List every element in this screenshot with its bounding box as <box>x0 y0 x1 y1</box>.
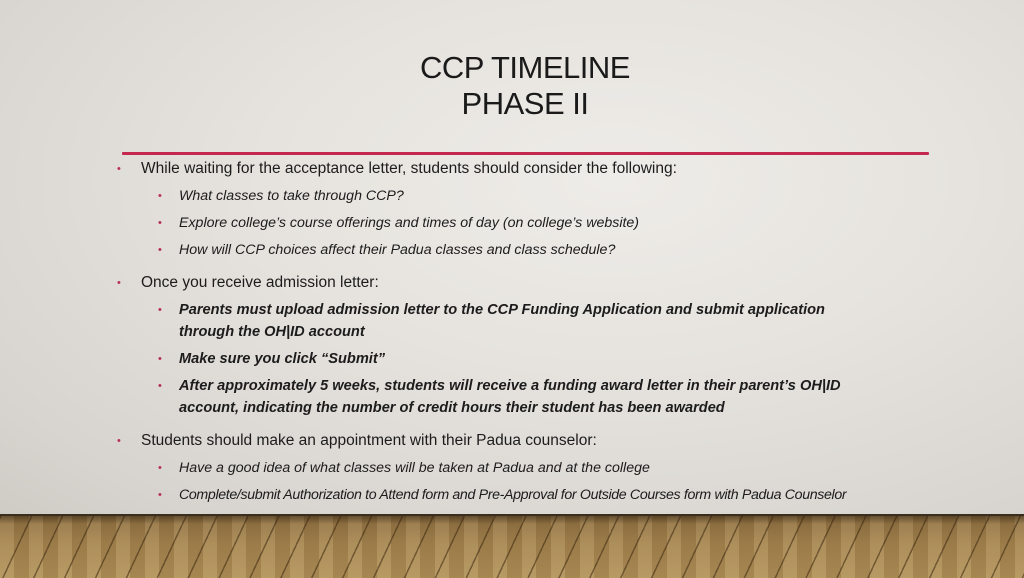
sub-bullet-affect-schedule <box>114 239 954 261</box>
sub-bullet-text: Complete/submit Authorization to Attend form and Pre-Approval for Outside Courses form with Padua Counselor <box>179 487 847 503</box>
sub-bullet-explore-offerings <box>114 212 954 234</box>
sub-bullet-text-line-2: account, indicating the number of credit hours their student has been awarded <box>179 400 725 416</box>
bullet-counselor-appointment <box>114 430 954 452</box>
bullet-text: Once you receive admission letter: <box>141 274 379 291</box>
bullet-text: While waiting for the acceptance letter, students should consider the following: <box>141 160 677 177</box>
bullet-icon: • <box>117 435 121 447</box>
slide-body <box>114 158 954 506</box>
slide-title <box>0 50 1024 122</box>
sub-bullet-upload-letter <box>114 299 954 343</box>
bullet-icon: • <box>158 380 162 392</box>
floor-shadow <box>0 516 1024 524</box>
sub-bullet-authorization-form <box>114 484 954 506</box>
bullet-waiting-acceptance <box>114 158 954 180</box>
sub-bullet-text: How will CCP choices affect their Padua classes and class schedule? <box>179 242 616 258</box>
sub-bullet-classes-ccp <box>114 185 954 207</box>
bullet-icon: • <box>158 353 162 365</box>
bullet-icon: • <box>158 462 162 474</box>
sub-bullet-classes-idea <box>114 457 954 479</box>
sub-bullet-click-submit <box>114 348 954 370</box>
sub-bullet-text: Make sure you click “Submit” <box>179 351 386 367</box>
sub-bullet-text-line-2: through the OH|ID account <box>179 324 365 340</box>
bullet-icon: • <box>158 304 162 316</box>
bullet-receive-admission <box>114 272 954 294</box>
bullet-icon: • <box>117 163 121 175</box>
bullet-icon: • <box>158 190 162 202</box>
sub-bullet-text: What classes to take through CCP? <box>179 188 404 204</box>
sub-bullet-text-line-1: After approximately 5 weeks, students will receive a funding award letter in their parent’s OH|ID <box>179 378 841 394</box>
title-divider <box>122 152 929 155</box>
bullet-icon: • <box>158 489 162 501</box>
title-line-1: CCP TIMELINE <box>420 50 630 85</box>
sub-bullet-text: Have a good idea of what classes will be taken at Padua and at the college <box>179 460 650 476</box>
sub-bullet-text-line-1: Parents must upload admission letter to the CCP Funding Application and submit application <box>179 302 825 318</box>
bullet-text: Students should make an appointment with their Padua counselor: <box>141 432 597 449</box>
sub-bullet-text: Explore college’s course offerings and times of day (on college’s website) <box>179 215 640 231</box>
bullet-icon: • <box>117 277 121 289</box>
bullet-icon: • <box>158 244 162 256</box>
sub-bullet-award-letter <box>114 375 954 419</box>
bullet-icon: • <box>158 217 162 229</box>
title-line-2: PHASE II <box>461 86 589 121</box>
